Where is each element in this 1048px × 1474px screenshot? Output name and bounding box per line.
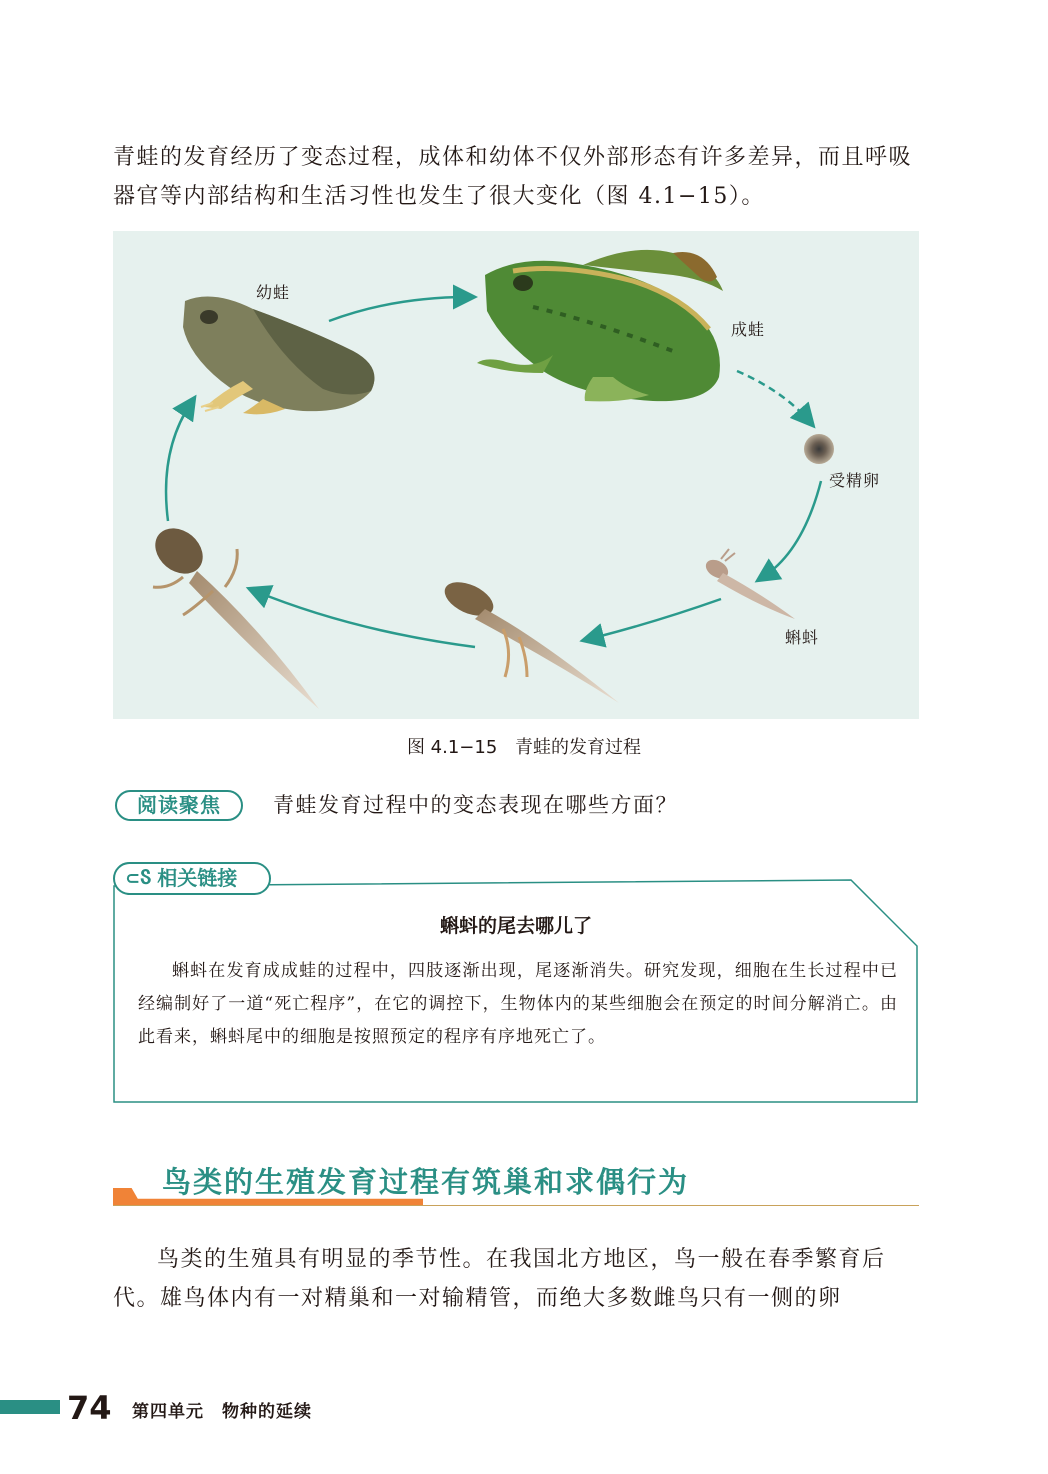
figure-caption: [0, 733, 1048, 759]
reading-focus-badge: 阅读聚焦: [115, 790, 243, 821]
tadpole-fourlegs-image: [146, 519, 319, 709]
footer-unit-number: 第四单元: [132, 1402, 204, 1422]
related-link-badge: [113, 862, 271, 895]
egg-image: [804, 434, 834, 464]
hatchling-tadpole-image: [703, 549, 795, 619]
section-paragraph: 鸟类的生殖具有明显的季节性。在我国北方地区，鸟一般在春季繁育后代。雄鸟体内有一对精巢和一对输精管，而绝大多数雌鸟只有一侧的卵: [113, 1247, 886, 1311]
caption-number: 图 4.1−15: [406, 737, 498, 758]
label-young-frog: 幼蛙: [256, 283, 291, 302]
label-tadpole: 蝌蚪: [785, 628, 820, 647]
label-fertilized-egg: 受精卵: [829, 471, 881, 490]
label-adult-frog: 成蛙: [731, 320, 766, 339]
arrow-adult-to-egg: [737, 371, 809, 421]
footer-unit-title: 物种的延续: [222, 1402, 312, 1422]
caption-title: 青蛙的发育过程: [515, 737, 642, 758]
arrow-legged-to-fourlegged: [255, 591, 475, 647]
page-number: 74: [67, 1389, 112, 1427]
arrow-fourlegged-to-young: [166, 403, 191, 521]
intro-paragraph: 青蛙的发育经历了变态过程，成体和幼体不仅外部形态有许多差异，而且呼吸器官等内部结构和生活习性也发生了很大变化（图 4.1−15）。: [113, 145, 913, 209]
related-link-title: 蝌蚪的尾去哪儿了: [439, 915, 592, 937]
footer-accent-bar: [0, 1400, 60, 1414]
section-heading: 鸟类的生殖发育过程有筑巢和求偶行为: [162, 1165, 690, 1199]
related-link-body: 蝌蚪在发育成成蛙的过程中，四肢逐渐出现，尾逐渐消失。研究发现，细胞在生长过程中已经编制好了一道“死亡程序”，在它的调控下，生物体内的某些细胞会在预定的时间分解消亡。由此看来，蝌蚪尾中的细胞是按照预定的程序有序地死亡了。: [138, 961, 898, 1047]
arrow-egg-to-tadpole: [763, 481, 821, 577]
link-icon: ⊂Ⴝ: [125, 868, 152, 889]
arrow-tadpole-to-legged: [589, 599, 721, 639]
footer-unit: [132, 1397, 330, 1422]
reading-focus-question: 青蛙发育过程中的变态表现在哪些方面？: [273, 793, 678, 817]
adult-frog-image: [477, 250, 723, 402]
related-link-badge-label: 相关链接: [157, 866, 238, 890]
frog-life-cycle-figure: [113, 231, 919, 719]
section-heading-rule: [113, 1205, 919, 1206]
arrow-young-to-adult: [329, 297, 468, 321]
